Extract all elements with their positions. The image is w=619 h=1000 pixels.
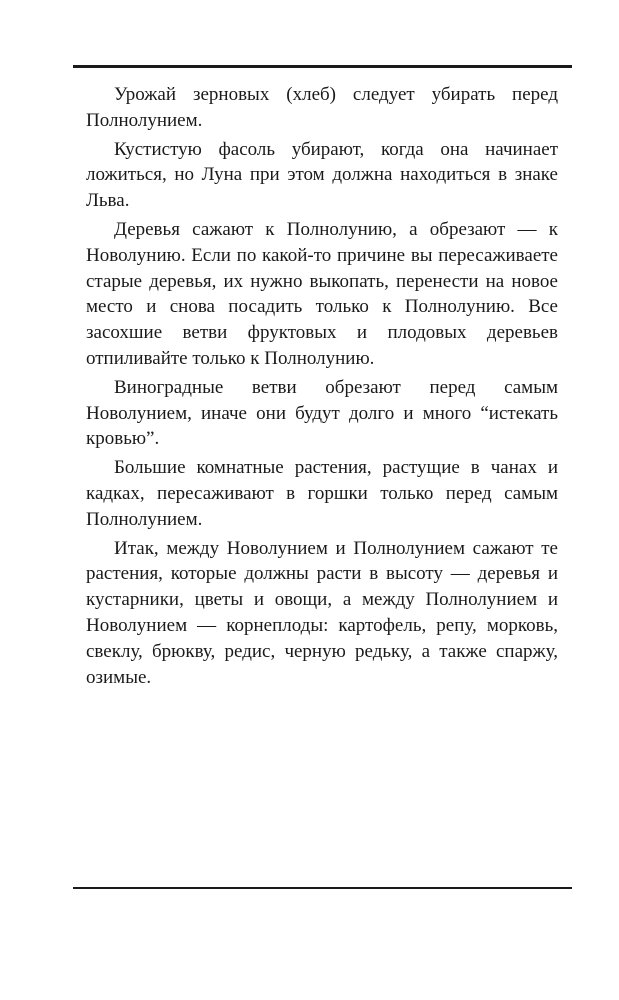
paragraph: Большие комнатные растения, растущие в чанах и кадках, пересаживают в горшки только перед самым Полнолунием. [86,457,558,530]
paragraph: Виноградные ветви обрезают перед самым Новолунием, иначе они будут долго и много “истекать кровью”. [86,376,558,450]
paragraph: Деревья сажают к Полнолунию, а обрезают — к Новолунию. Если по какой-то причине вы пересаживаете старые деревья, их нужно выкопать, перенести на новое место и снова посадить только к Полнолунию. Все засохшие ветви фруктовых и плодовых деревьев отпиливайте только к Полнолунию. [86,218,558,369]
top-rule [73,65,572,68]
paragraph: Кустистую фасоль убирают, когда она начинает ложиться, но Луна при этом должна находиться в знаке Льва. [86,138,558,212]
body-text [86,82,558,693]
paragraph: Итак, между Новолунием и Полнолунием сажают те растения, которые должны расти в высоту — деревья и кустарники, цветы и овощи, а между Полнолунием и Новолунием — корнеплоды: картофель, репу, морковь, свеклу, брюкву, редис, черную редьку, а также спаржу, озимые. [86,537,558,688]
paragraph: Урожай зерновых (хлеб) следует убирать перед Полнолунием. [86,84,558,131]
bottom-rule [73,887,572,889]
